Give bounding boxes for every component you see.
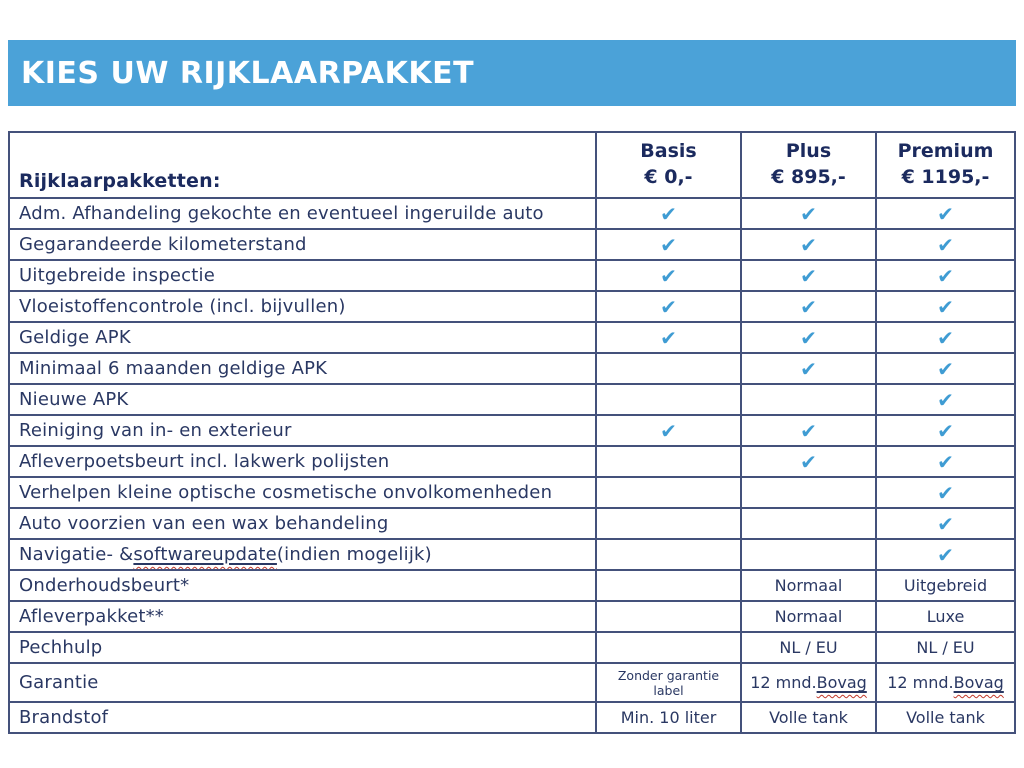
plus-value-cell bbox=[740, 385, 875, 414]
package-comparison-table bbox=[8, 131, 1016, 734]
misspelled-word: Bovag bbox=[953, 673, 1004, 692]
column-header-premium bbox=[875, 133, 1014, 197]
premium-value-cell: ✔ bbox=[875, 478, 1014, 507]
table-row bbox=[10, 352, 1014, 383]
premium-value-cell: Volle tank bbox=[875, 703, 1014, 732]
feature-label: Reiniging van in- en exterieur bbox=[19, 420, 292, 441]
basis-value-cell: ✔ bbox=[595, 292, 740, 321]
basis-value-cell: ✔ bbox=[595, 261, 740, 290]
feature-label: Geldige APK bbox=[19, 327, 131, 348]
table-row bbox=[10, 414, 1014, 445]
warranty-text: 12 mnd. bbox=[750, 673, 817, 692]
plus-value-cell: Normaal bbox=[740, 571, 875, 600]
feature-label: Minimaal 6 maanden geldige APK bbox=[19, 358, 328, 379]
premium-value-cell bbox=[875, 664, 1014, 701]
basis-value-cell: ✔ bbox=[595, 323, 740, 352]
plus-value-cell: ✔ bbox=[740, 292, 875, 321]
table-row bbox=[10, 631, 1014, 662]
plus-value-cell: ✔ bbox=[740, 416, 875, 445]
table-row bbox=[10, 290, 1014, 321]
misspelled-word: softwareupdate bbox=[133, 544, 277, 565]
table-row bbox=[10, 701, 1014, 732]
label-text: Navigatie- & bbox=[19, 544, 134, 565]
table-row bbox=[10, 228, 1014, 259]
table-row bbox=[10, 538, 1014, 569]
column-header-plus bbox=[740, 133, 875, 197]
feature-label: Afleverpoetsbeurt incl. lakwerk polijsten bbox=[19, 451, 390, 472]
basis-value-cell bbox=[595, 633, 740, 662]
plus-value-cell: Volle tank bbox=[740, 703, 875, 732]
premium-value-cell: ✔ bbox=[875, 261, 1014, 290]
premium-value-cell: ✔ bbox=[875, 323, 1014, 352]
feature-label: Verhelpen kleine optische cosmetische onvolkomenheden bbox=[19, 482, 553, 503]
basis-value-cell bbox=[595, 509, 740, 538]
basis-value-cell bbox=[595, 602, 740, 631]
premium-value-cell: ✔ bbox=[875, 509, 1014, 538]
plus-value-cell: NL / EU bbox=[740, 633, 875, 662]
feature-label: Brandstof bbox=[19, 707, 109, 728]
plus-value-cell bbox=[740, 478, 875, 507]
table-header-row bbox=[10, 133, 1014, 197]
table-title: Rijklaarpakketten: bbox=[19, 170, 221, 192]
plus-value-cell: ✔ bbox=[740, 261, 875, 290]
basis-value-cell: ✔ bbox=[595, 230, 740, 259]
feature-label: Onderhoudsbeurt* bbox=[19, 575, 190, 596]
package-price: € 895,- bbox=[771, 166, 846, 188]
table-row bbox=[10, 507, 1014, 538]
premium-value-cell: Luxe bbox=[875, 602, 1014, 631]
warranty-text: 12 mnd. bbox=[887, 673, 954, 692]
misspelled-word: Bovag bbox=[816, 673, 867, 692]
feature-label: Nieuwe APK bbox=[19, 389, 129, 410]
basis-value-cell: Min. 10 liter bbox=[595, 703, 740, 732]
premium-value-cell: Uitgebreid bbox=[875, 571, 1014, 600]
feature-label: Auto voorzien van een wax behandeling bbox=[19, 513, 389, 534]
feature-label: Garantie bbox=[19, 672, 99, 693]
premium-value-cell: ✔ bbox=[875, 354, 1014, 383]
table-row bbox=[10, 476, 1014, 507]
plus-value-cell: ✔ bbox=[740, 354, 875, 383]
table-row bbox=[10, 259, 1014, 290]
basis-value-cell: ✔ bbox=[595, 199, 740, 228]
plus-value-cell: ✔ bbox=[740, 230, 875, 259]
plus-value-cell: ✔ bbox=[740, 199, 875, 228]
premium-value-cell: ✔ bbox=[875, 447, 1014, 476]
plus-value-cell bbox=[740, 509, 875, 538]
plus-value-cell bbox=[740, 664, 875, 701]
basis-value-cell: ✔ bbox=[595, 416, 740, 445]
basis-value-cell bbox=[595, 385, 740, 414]
package-price: € 1195,- bbox=[901, 166, 990, 188]
plus-value-cell bbox=[740, 540, 875, 569]
table-row bbox=[10, 662, 1014, 701]
premium-value-cell: ✔ bbox=[875, 292, 1014, 321]
plus-value-cell: Normaal bbox=[740, 602, 875, 631]
table-row bbox=[10, 321, 1014, 352]
basis-value-cell: Zonder garantie label bbox=[595, 664, 740, 701]
basis-value-cell bbox=[595, 447, 740, 476]
basis-value-cell bbox=[595, 540, 740, 569]
premium-value-cell: ✔ bbox=[875, 416, 1014, 445]
premium-value-cell: ✔ bbox=[875, 230, 1014, 259]
page-title: KIES UW RIJKLAARPAKKET bbox=[21, 55, 475, 91]
package-name: Premium bbox=[897, 140, 994, 163]
table-row bbox=[10, 383, 1014, 414]
premium-value-cell: ✔ bbox=[875, 199, 1014, 228]
table-row bbox=[10, 600, 1014, 631]
plus-value-cell: ✔ bbox=[740, 447, 875, 476]
feature-label: Adm. Afhandeling gekochte en eventueel ingeruilde auto bbox=[19, 203, 544, 224]
page-banner bbox=[8, 40, 1016, 106]
package-name: Plus bbox=[785, 140, 832, 163]
basis-value-cell bbox=[595, 478, 740, 507]
package-price: € 0,- bbox=[644, 166, 693, 188]
feature-label: Uitgebreide inspectie bbox=[19, 265, 215, 286]
feature-label: Vloeistoffencontrole (incl. bijvullen) bbox=[19, 296, 346, 317]
premium-value-cell: ✔ bbox=[875, 540, 1014, 569]
label-text: (indien mogelijk) bbox=[276, 544, 432, 565]
table-row bbox=[10, 197, 1014, 228]
premium-value-cell: NL / EU bbox=[875, 633, 1014, 662]
plus-value-cell: ✔ bbox=[740, 323, 875, 352]
feature-label: Gegarandeerde kilometerstand bbox=[19, 234, 307, 255]
feature-label bbox=[10, 540, 595, 569]
table-row bbox=[10, 445, 1014, 476]
feature-label: Afleverpakket** bbox=[19, 606, 165, 627]
premium-value-cell: ✔ bbox=[875, 385, 1014, 414]
column-header-basis bbox=[595, 133, 740, 197]
feature-label: Pechhulp bbox=[19, 637, 103, 658]
basis-value-cell bbox=[595, 354, 740, 383]
table-row bbox=[10, 569, 1014, 600]
basis-value-cell bbox=[595, 571, 740, 600]
package-name: Basis bbox=[640, 140, 697, 163]
